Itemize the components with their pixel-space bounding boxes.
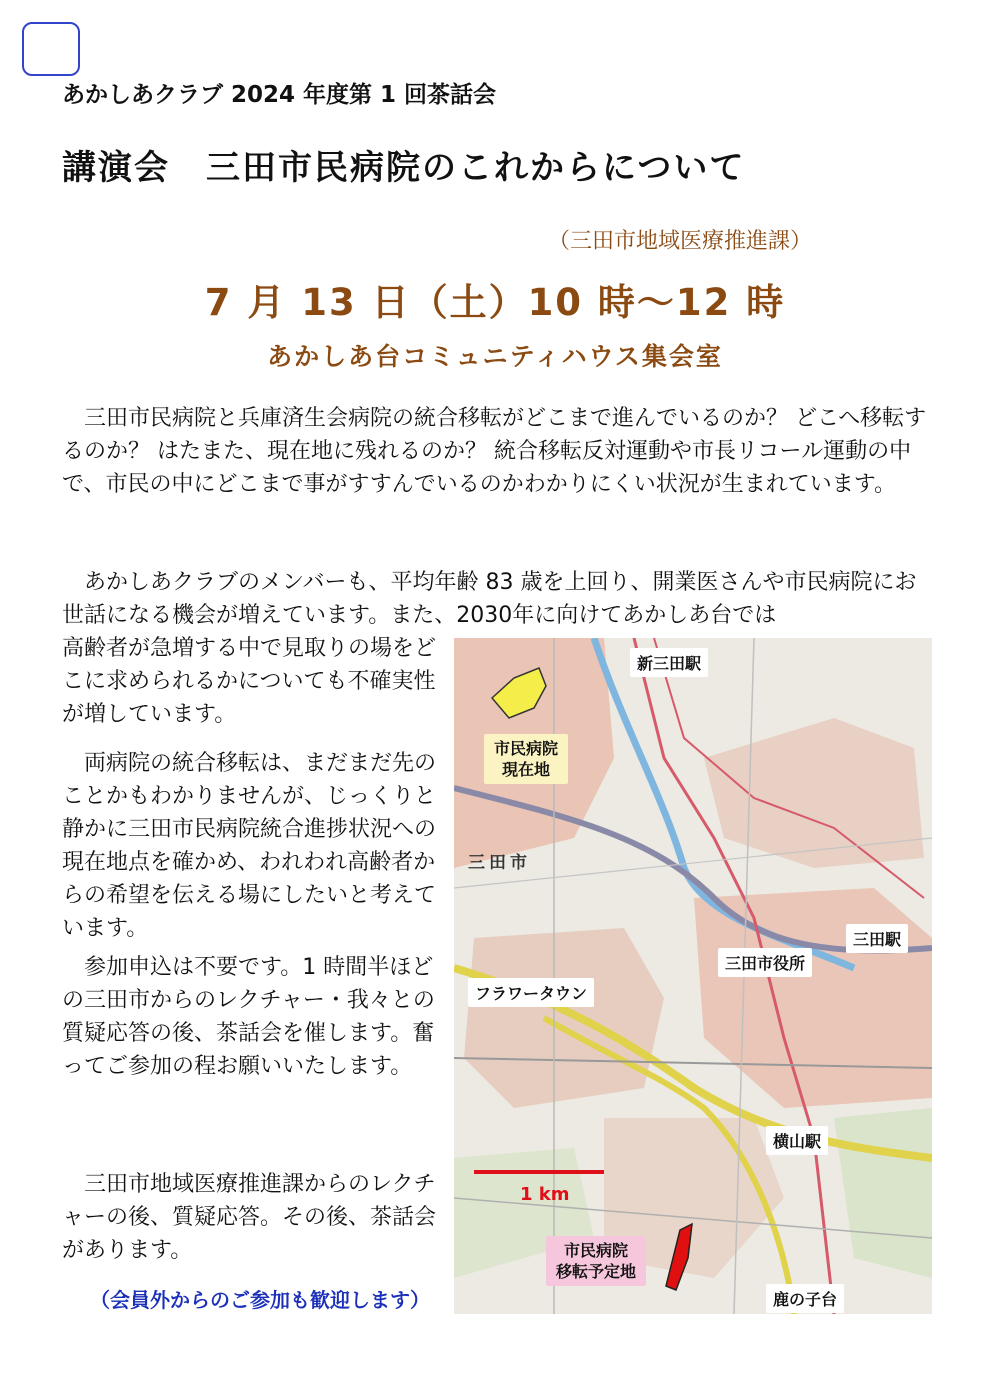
label-shin-sanda-station: 新三田駅 xyxy=(630,648,708,677)
label-current-hospital-line1: 市民病院 xyxy=(494,739,559,758)
label-new-hospital-site xyxy=(546,1236,646,1286)
paragraph-1 xyxy=(62,402,934,501)
paragraph-3-text: 両病院の統合移転は、まだまだ先のことかもわかりませんが、じっくりと静かに三田市民病院統合進捗状況への現在地点を確かめ、われわれ高齢者からの希望を伝える場にしたいと考えています。 xyxy=(62,751,437,941)
paragraph-5 xyxy=(62,1168,446,1267)
corner-frame xyxy=(22,22,80,76)
paragraph-3 xyxy=(62,747,446,945)
paragraph-2 xyxy=(62,566,934,632)
label-flower-town: フラワータウン xyxy=(468,978,594,1007)
scale-bar xyxy=(474,1170,604,1174)
label-new-hospital-line1: 市民病院 xyxy=(564,1241,629,1260)
area-map xyxy=(454,638,932,1314)
label-kanoko-dai: 鹿の子台 xyxy=(766,1284,844,1313)
organizer: （三田市地域医療推進課） xyxy=(548,229,813,254)
label-new-hospital-line2: 移転予定地 xyxy=(556,1262,637,1281)
event-datetime: 7 月 13 日（土）10 時～12 時 xyxy=(204,281,786,324)
paragraph-5-text: 三田市地域医療推進課からのレクチャーの後、質疑応答。その後、茶話会があります。 xyxy=(62,1172,437,1263)
paragraph-2-text: あかしあクラブのメンバーも、平均年齢 83 歳を上回り、開業医さんや市民病院にお世話になる機会が増えています。また、2030年に向けてあかしあ台では xyxy=(62,570,917,628)
paragraph-2-continued: 高齢者が急増する中で見取りの場をどこに求められるかについても不確実性が増しています。 xyxy=(62,636,437,727)
label-sanda-city: 三田市 xyxy=(468,853,531,873)
label-current-hospital xyxy=(484,734,568,784)
page-title: 講演会 三田市民病院のこれからについて xyxy=(62,148,746,188)
label-yokoyama-station: 横山駅 xyxy=(766,1126,828,1155)
welcome-note: （会員外からのご参加も歓迎します） xyxy=(90,1288,430,1312)
event-venue: あかしあ台コミュニティハウス集会室 xyxy=(267,342,723,371)
label-sanda-station: 三田駅 xyxy=(846,924,908,953)
scale-label: 1 km xyxy=(520,1184,570,1205)
label-current-hospital-line2: 現在地 xyxy=(502,760,551,779)
paragraph-4-text: 参加申込は不要です。1 時間半ほどの三田市からのレクチャー・我々との質疑応答の後、茶話会を催します。奮ってご参加の程お願いいたします。 xyxy=(62,955,435,1079)
paragraph-4 xyxy=(62,951,446,1083)
event-line: あかしあクラブ 2024 年度第 1 回茶話会 xyxy=(62,82,497,108)
label-city-hall: 三田市役所 xyxy=(718,948,812,977)
paragraph-1-text: 三田市民病院と兵庫済生会病院の統合移転がどこまで進んでいるのか？ どこへ移転するのか？ はたまた、現在地に残れるのか？ 統合移転反対運動や市長リコール運動の中で、市民の中にどこまで事がすすんでいるのかわかりにくい状況が生まれています。 xyxy=(62,406,927,497)
